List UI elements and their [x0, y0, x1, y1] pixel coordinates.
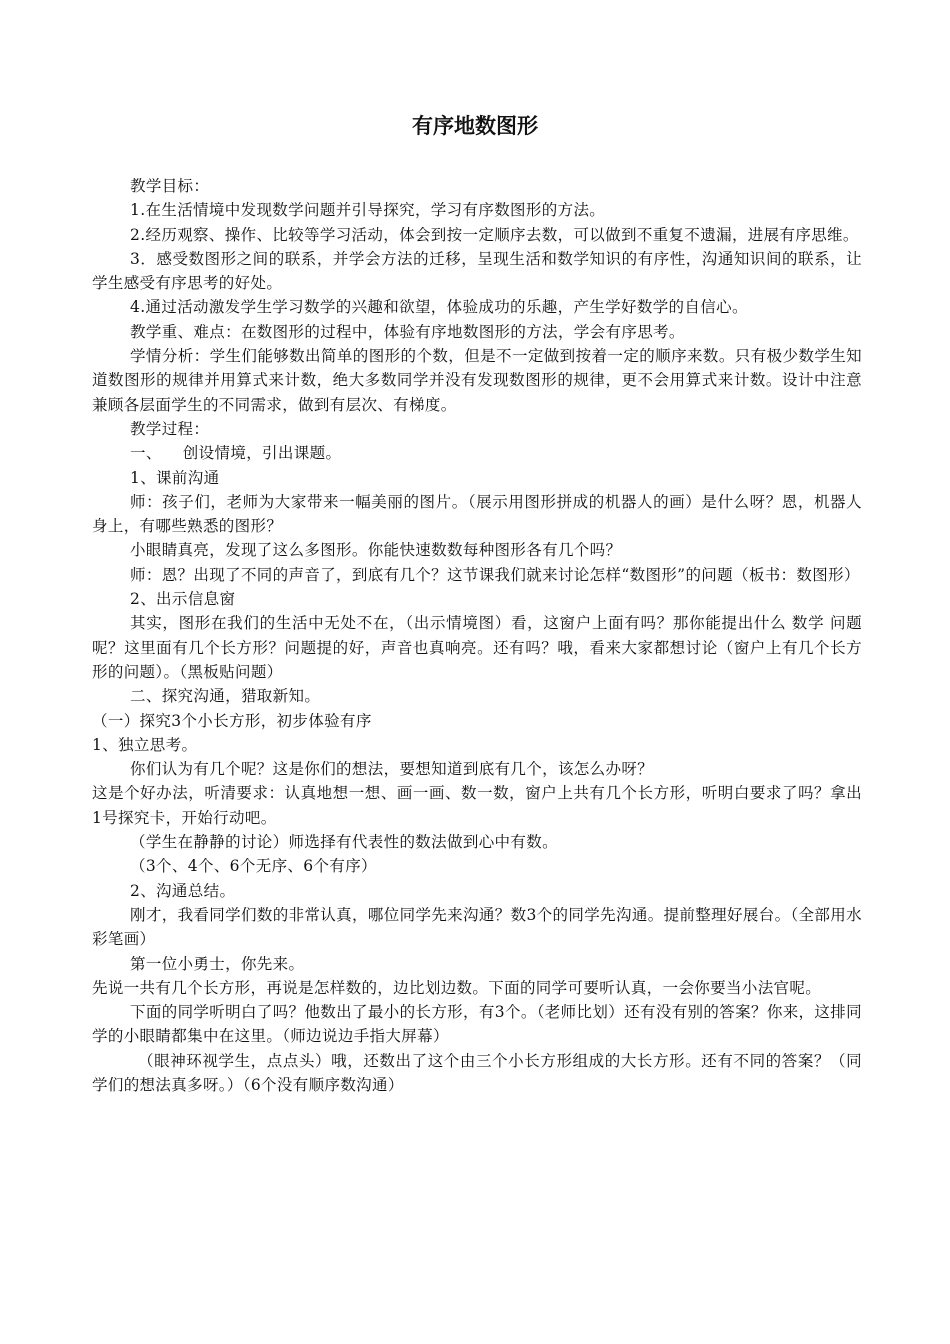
paragraph-info-window-heading: 2、出示信息窗 — [130, 590, 236, 609]
paragraph-smallest-rectangles: 下面的同学听明白了吗？他数出了最小的长方形，有3个。（老师比划）还有没有别的答案？你来，这排同学的小眼睛都集中在这里。（师边说边手指大屏幕） — [92, 1003, 862, 1046]
paragraph-key-points: 教学重、难点：在数图形的过程中，体验有序地数图形的方法，学会有序思考。 — [130, 322, 685, 341]
paragraph-teacher-intro: 师：孩子们，老师为大家带来一幅美丽的图片。（展示用图形拼成的机器人的画）是什么呀？恩，机器人身上，有哪些熟悉的图形？ — [92, 492, 862, 536]
paragraph-summary-heading: 2、沟通总结。 — [130, 881, 236, 900]
paragraph-sharing: 刚才，我看同学们数的非常认真，哪位同学先来沟通？数3个的同学先沟通。提前整理好展台。（全部用水彩笔画） — [92, 905, 862, 949]
paragraph-section-1-heading: 一、 创设情境，引出课题。 — [130, 444, 342, 463]
paragraph-info-window: 其实，图形在我们的生活中无处不在，（出示情境图）看，这窗户上面有吗？那你能提出什么 数学 问题呢？这里面有几个长方形？问题提的好，声音也真响亮。还有吗？哦，看来大家都想讨论（窗户上有几个长方形的问题）。（黑板贴问题） — [92, 614, 862, 681]
paragraph-process-heading: 教学过程： — [130, 419, 210, 438]
paragraph-objective-4: 4.通过活动激发学生学习数学的兴趣和欲望，体验成功的乐趣，产生学好数学的自信心。 — [130, 298, 748, 317]
paragraph-subsection-1-heading: （一）探究3个小长方形，初步体验有序 — [92, 711, 372, 730]
paragraph-first-student: 第一位小勇士，你先来。 — [130, 954, 305, 973]
page-title: 有序地数图形 — [412, 114, 538, 138]
document-body — [92, 174, 862, 1097]
paragraph-section-2-heading: 二、探究沟通，猎取新知。 — [130, 687, 321, 706]
paragraph-objectives-heading: 教学目标： — [130, 177, 210, 195]
paragraph-explain-counting: 先说一共有几个长方形，再说是怎样数的，边比划边数。下面的同学可要听认真，一会你要当小法官呢。 — [92, 978, 822, 997]
paragraph-student-discussion: （学生在静静的讨论）师选择有代表性的数法做到心中有数。 — [130, 833, 558, 852]
paragraph-teacher-question: 师：恩？出现了不同的声音了，到底有几个？这节课我们就来讨论怎样“数图形”的问题（板书：数图形） — [130, 565, 860, 584]
paragraph-sharp-eyes: 小眼睛真亮，发现了这么多图形。你能快速数数每种图形各有几个吗？ — [130, 541, 622, 560]
paragraph-objective-2: 2.经历观察、操作、比较等学习活动，体会到按一定顺序去数，可以做到不重复不遗漏，进展有序思维。 — [130, 225, 859, 244]
paragraph-requirements: 这是个好办法，听清要求：认真地想一想、画一画、数一数，窗户上共有几个长方形，听明白要求了吗？拿出1号探究卡，开始行动吧。 — [92, 784, 862, 827]
paragraph-objective-1: 1.在生活情境中发现数学问题并引导探究，学习有序数图形的方法。 — [130, 201, 606, 220]
paragraph-large-rectangle: （眼神环视学生，点点头）哦，还数出了这个由三个小长方形组成的大长方形。还有不同的答案？（同学们的想法真多呀。）（6个没有顺序数沟通） — [92, 1051, 862, 1094]
paragraph-pre-class: 1、课前沟通 — [130, 468, 220, 487]
paragraph-how-many: 你们认为有几个呢？这是你们的想法，要想知道到底有几个，该怎么办呀？ — [130, 760, 654, 779]
paragraph-student-analysis: 学情分析：学生们能够数出简单的图形的个数，但是不一定做到按着一定的顺序来数。只有极少数学生知道数图形的规律并用算式来计数，绝大多数同学并没有发现数图形的规律，更不会用算式来计数。设计中注意兼顾各层面学生的不同需求，做到有层次、有梯度。 — [92, 347, 862, 414]
paragraph-objective-3: 3．感受数图形之间的联系，并学会方法的迁移，呈现生活和数学知识的有序性，沟通知识间的联系，让学生感受有序思考的好处。 — [92, 249, 862, 293]
paragraph-independent-thinking: 1、独立思考。 — [92, 735, 198, 754]
paragraph-answer-types: （3个、4个、6个无序、6个有序） — [130, 857, 377, 876]
